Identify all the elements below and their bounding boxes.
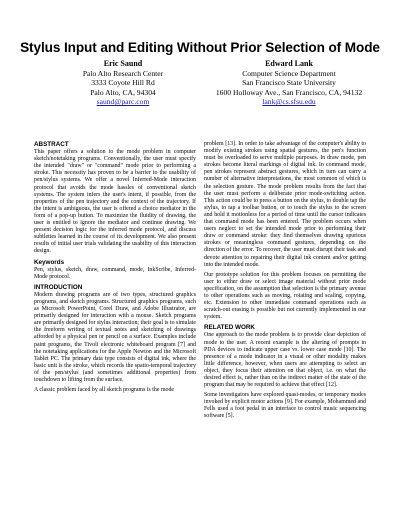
introduction-paragraph: Modern drawing programs are of two types, structured graphics programs, and sketch programs. Structured graphics programs, such as Microsoft PowerPoint, Corel Draw, and Adobe Illustrator, are primarily designed for interaction with a mouse. Sketch programs are primarily designed for stylus interaction; their goal is to simulate the freeform writing of textual notes and sketching of drawings afforded by a physical pen or pencil on a surface. Examples include paint programs, the Tivoli electronic whiteboard program [7] and the notetaking applications for the Apple Newton and the Microsoft Tablet PC. The primary data type consists of digital ink, where the basic unit is the stroke, which records the spatio-temporal trajectory of the pen/stylus (and sometimes additional properties) from touchdown to lifting from the surface. (34, 291, 196, 383)
author-block-1 (43, 59, 203, 107)
introduction-paragraph: A classic problem faced by all sketch programs is the mode (34, 387, 175, 394)
abstract-heading: ABSTRACT (34, 141, 69, 148)
author-address-line: San Francisco State University (242, 78, 336, 88)
author-affiliation: Computer Science Department (242, 68, 336, 78)
keywords-text: Pen, stylus, sketch, draw, command, mode, InkScribe, Inferred-Mode protocol. (34, 266, 196, 280)
paper-title: Stylus Input and Editing Without Prior Selection of Mode (20, 40, 380, 55)
abstract-text: This paper offers a solution to the mode problem in computer sketch/notetaking programs. Conventionally, the user must specify the intended "draw" or "command" mode prior to performing a stroke. This necessity has proven to be a barrier to the usability of pen/stylus systems. We offer a novel Inferred-Mode interaction protocol that avoids the mode hassles of conventional sketch systems. The system infers the user's intent, if possible, from the properties of the pen trajectory and the context of the trajectory. If the intent is ambiguous, the user is offered a choice mediator in the form of a pop-up button. To maximize the fluidity of drawing, the user is entitled to ignore the mediator and continue drawing. We present decision logic for the inferred mode protocol, and discuss subtleties learned in the course of its development. We also present results of initial user trials validating the usability of this interaction design. (34, 149, 196, 255)
author-address-line: 3333 Coyote Hill Rd (91, 78, 155, 88)
author-address-line: Palo Alto, CA, 94304 (90, 87, 156, 97)
right-column (204, 141, 366, 424)
author-email-link[interactable]: saund@parc.com (96, 97, 150, 107)
author-block-2 (209, 59, 369, 107)
body-paragraph: Our prototype solution for this problem focuses on permitting the user to either draw or select image material without prior mode specification, on the assumption that selection is the primary avenue to other operations such as moving, rotating and scaling, copying, etc. Extension to other immediate command operations such as scratch-out erasing is possible but not currently implemented in our system. (204, 271, 366, 321)
author-name: Eric Saund (103, 59, 143, 68)
keywords-heading: Keywords (34, 258, 65, 266)
author-address-line: 1600 Holloway Ave., San Francisco, CA, 94132 (215, 87, 363, 97)
introduction-heading: INTRODUCTION (34, 283, 83, 291)
body-paragraph: Some investigators have explored quasi-modes, or temporary modes invoked by explicit motor actions [9]. For example, Mohammed and Fells used a foot pedal in an interface to control music sequencing software [5]. (204, 392, 366, 420)
author-email-link[interactable]: lank@cs.sfsu.edu (262, 97, 316, 107)
related-work-heading: RELATED WORK (204, 324, 255, 332)
author-name: Edward Lank (265, 59, 313, 68)
body-paragraph: problem [13]. In order to take advantage of the computer's ability to modify existing strokes using spatial gestures, the pen's function must be overloaded to serve multiple purposes. In draw mode, pen strokes become literal markings of digital ink. In command mode, pen strokes represent abstract gestures, which in turn can carry a number of alternative interpretations, the most common of which is the selection gesture. The mode problem results from the fact that the user must perform a deliberate prior mode-switching action. This action could be to press a button on the stylus, to double tap the stylus, to tap a toolbar button, or to touch the stylus to the screen and hold it motionless for a period of time until the cursor indicates that command mode has been entered. The problem occurs when users neglect to set the intended mode prior to performing their draw or command stroke: they find themselves drawing spurious strokes or meaningless command gestures, depending on the direction of the error. To recover, the user must disrupt their task and devote attention to repairing their digital ink content and/or getting into the intended mode. (204, 141, 366, 268)
author-affiliation: Palo Alto Research Center (82, 68, 164, 78)
body-paragraph: One approach to the mode problem is to provide clear depiction of mode to the user. A recent example is the altering of prompts in PDA devices to indicate upper case vs. lower case mode [10]. The presence of a mode indicator in a visual or other modality makes little difference, however, when users are attempting to select an object, they focus their attention on that object, i.e. on what the desired effect is, rather than on the indirect matter of the state of the program that may be required to achieve that effect [12]. (204, 332, 366, 389)
left-column (34, 141, 196, 397)
